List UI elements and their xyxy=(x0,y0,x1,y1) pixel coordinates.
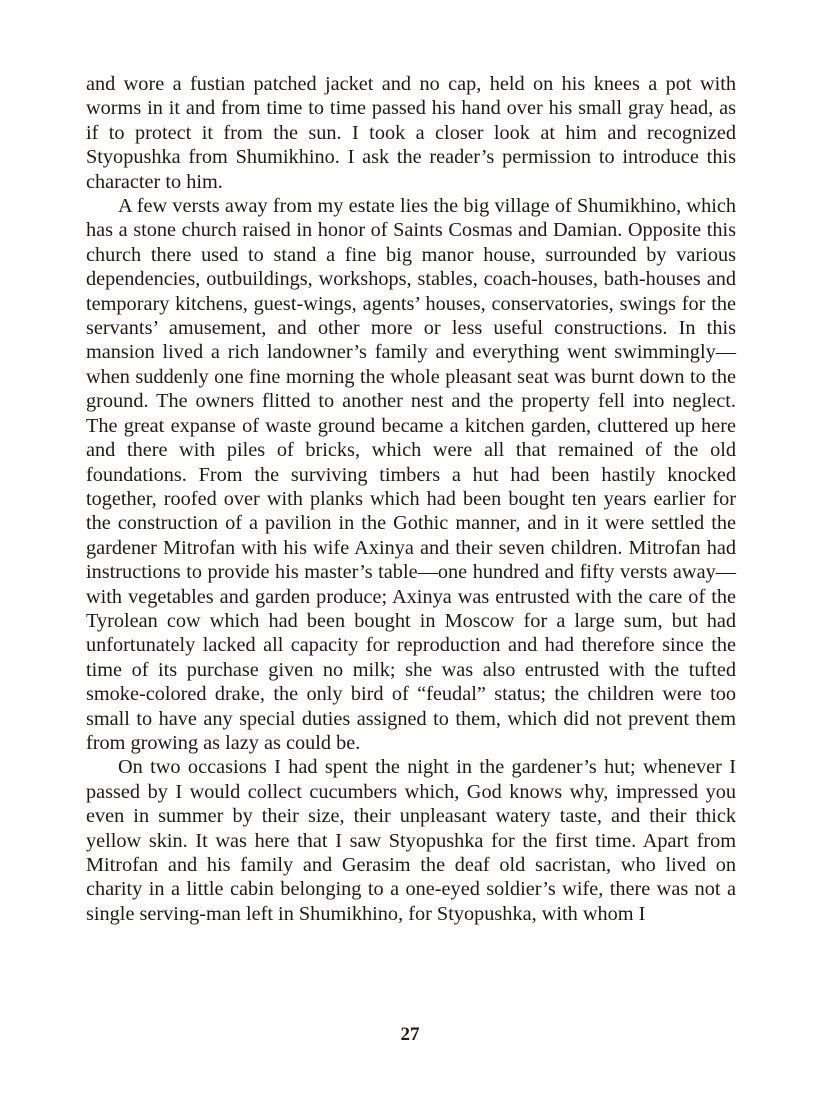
page-body xyxy=(86,72,736,926)
paragraph-gardeners-hut: On two occasions I had spent the night in the gardener’s hut; whenever I passed by I would collect cucumbers which, God knows why, impressed you even in summer by their size, their unpleasant watery taste, and their thick yellow skin. It was here that I saw Styopushka for the first time. Apart from Mitrofan and his family and Gerasim the deaf old sacristan, who lived on charity in a little cabin belonging to a one-eyed soldier’s wife, there was not a single serving-man left in Shumikhino, for Styopushka, with whom I xyxy=(86,756,736,925)
page-number: 27 xyxy=(400,1024,420,1045)
paragraph-continuation: and wore a fustian patched jacket and no cap, held on his knees a pot with worms in it and from time to time passed his hand over his small gray head, as if to protect it from the sun. I took a closer look at him and recognized Styopushka from Shumikhino. I ask the reader’s permission to introduce this character to him. xyxy=(86,73,736,193)
paragraph-shumikhino: A few versts away from my estate lies the big village of Shumikhino, which has a stone church raised in honor of Saints Cosmas and Damian. Opposite this church there used to stand a fine big manor house, surrounded by various dependencies, outbuildings, workshops, stables, coach-houses, bath-houses and temporary kitchens, guest-wings, agents’ houses, conservatories, swings for the servants’ amusement, and other more or less useful constructions. In this mansion lived a rich landowner’s family and everything went swimmingly—when suddenly one fine morning the whole pleasant seat was burnt down to the ground. The owners flitted to another nest and the property fell into neglect. The great expanse of waste ground became a kitchen garden, cluttered up here and there with piles of bricks, which were all that remained of the old foundations. From the surviving timbers a hut had been hastily knocked together, roofed over with planks which had been bought ten years earlier for the construction of a pavilion in the Gothic manner, and in it were settled the gardener Mitrofan with his wife Axinya and their seven children. Mitrofan had instructions to provide his master’s table—one hundred and fifty versts away—with vegetables and garden produce; Axinya was entrusted with the care of the Tyrolean cow which had been bought in Moscow for a large sum, but had unfortunately lacked all capacity for reproduction and had therefore since the time of its purchase given no milk; she was also entrusted with the tufted smoke-colored drake, the only bird of “feudal” status; the children were too small to have any special duties assigned to them, which did not prevent them from growing as lazy as could be. xyxy=(86,195,736,754)
